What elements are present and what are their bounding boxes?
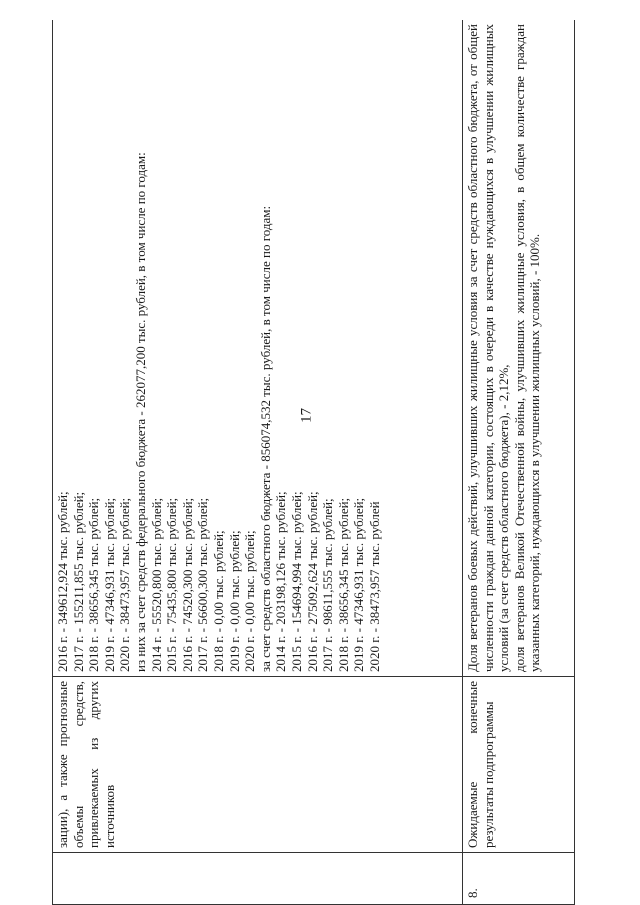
- value-line: 2017 г. - 56600,300 тыс. рублей;: [195, 497, 211, 672]
- row-value-cell: [53, 20, 463, 677]
- value-line: 2017 г. - 98611,555 тыс. рублей;: [320, 498, 336, 672]
- row-name-cell: [463, 677, 575, 853]
- table-row-financing: [53, 20, 463, 905]
- row-value-cell: [463, 20, 575, 677]
- document-sheet: [52, 20, 587, 905]
- table-row-results: [463, 20, 575, 905]
- row-name-text: Ожидаемые конечные результаты подпрограммы: [465, 681, 496, 848]
- value-line: 2020 г. - 38473,957 тыс. рублей;: [117, 497, 133, 672]
- value-line: 2020 г. - 38473,957 тыс. рублей: [366, 501, 382, 672]
- value-line: 2019 г. - 47346,931 тыс. рублей;: [101, 497, 117, 672]
- value-line: 2018 г. - 38656,345 тыс. рублей;: [335, 497, 351, 672]
- value-line: 2018 г. - 38656,345 тыс. рублей;: [86, 497, 102, 672]
- value-line: 2014 г. - 55520,800 тыс. рублей;: [148, 497, 164, 672]
- value-line: 2019 г. - 47346,931 тыс. рублей;: [351, 497, 367, 672]
- value-line: 2015 г. - 75435,800 тыс. рублей;: [164, 497, 180, 672]
- value-line: из них за счет средств федерального бюджета - 262077,200 тыс. рублей, в том числе по годам:: [132, 152, 148, 672]
- row-number-cell: [53, 853, 463, 905]
- row-name-cell: [53, 677, 463, 853]
- rotated-page: [52, 20, 587, 905]
- value-line: 2016 г. - 74520,300 тыс. рублей;: [179, 497, 195, 672]
- value-line: 2019 г. - 0,00 тыс. рублей;: [226, 530, 242, 672]
- page-number: 17: [298, 408, 315, 423]
- value-line: 2015 г. - 154694,994 тыс. рублей;: [288, 491, 304, 672]
- value-line: 2017 г. - 155211,855 тыс. рублей;: [70, 491, 86, 672]
- value-line: 2018 г. - 0,00 тыс. рублей;: [210, 530, 226, 672]
- result-paragraph: Доля ветеранов боевых действий, улучшивших жилищные условия за счет средств областного бюджета, от общей численности граждан данной категории, состоящих в очереди в качестве нуждающихся в улучшении жилищных условий (за счет средств областного бюджета), - 2,12%,: [465, 24, 512, 672]
- value-line: за счет средств областного бюджета - 856074,532 тыс. рублей, в том числе по годам:: [257, 205, 273, 672]
- row-name-text: зации), а также прогнозные объемы средств, привлекаемых из других источников: [55, 681, 117, 848]
- value-line: 2020 г. - 0,00 тыс. рублей;: [242, 530, 258, 672]
- value-line: 2014 г. - 203198,126 тыс. рублей;: [273, 491, 289, 672]
- value-line: 2016 г. - 275092,624 тыс. рублей;: [304, 491, 320, 672]
- value-line: 2016 г. - 349612,924 тыс. рублей;: [55, 491, 70, 672]
- result-paragraph: доля ветеранов Великой Отечественной войны, улучшивших жилищные условия, в общем количестве граждан указанных категорий, нуждающихся в улучшении жилищных условий, - 100%.: [511, 24, 543, 672]
- passport-table: [52, 20, 575, 905]
- row-number-cell: 8.: [463, 853, 575, 905]
